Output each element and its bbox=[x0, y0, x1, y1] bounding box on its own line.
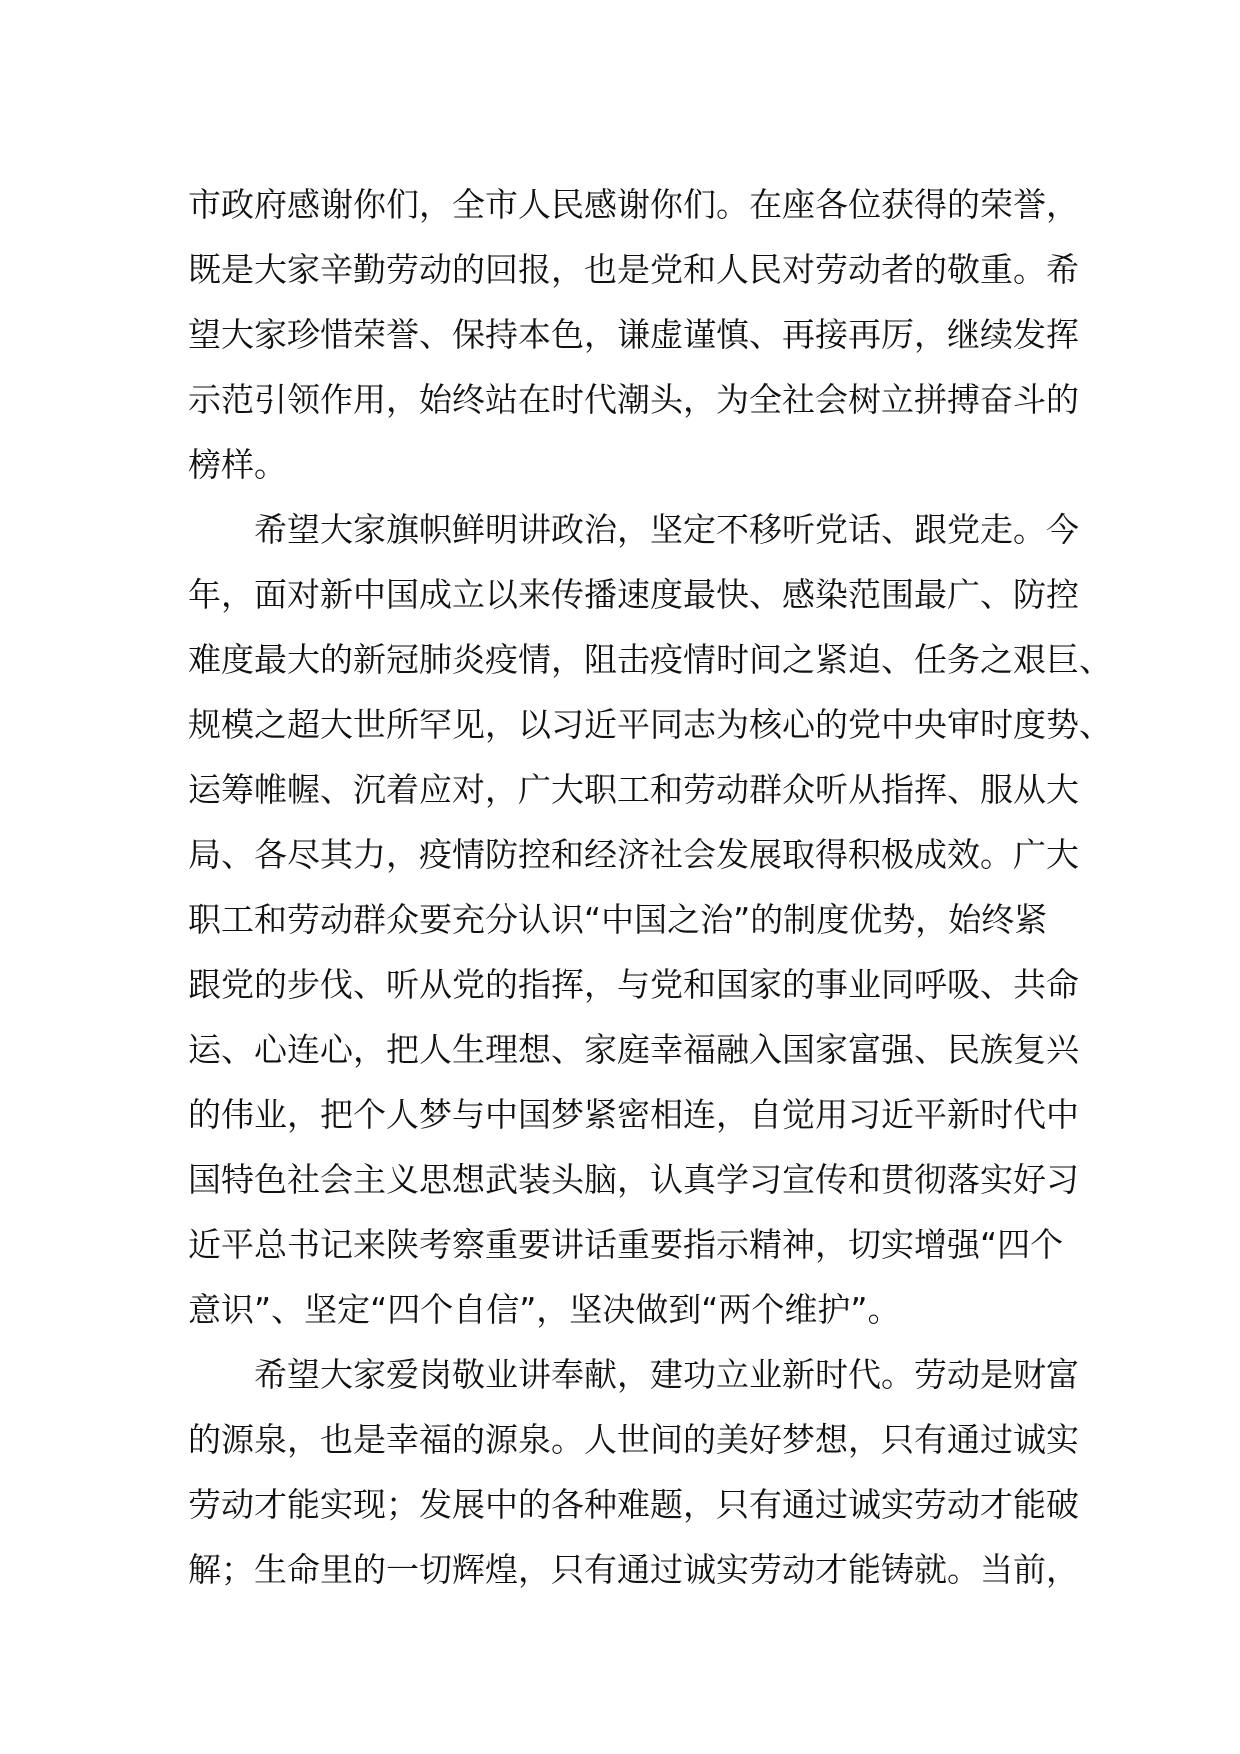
text-line: 运、心连心，把人生理想、家庭幸福融入国家富强、民族复兴 bbox=[188, 1030, 1079, 1069]
text-line: 的伟业，把个人梦与中国梦紧密相连，自觉用习近平新时代中 bbox=[188, 1095, 1079, 1134]
text-line: 的源泉，也是幸福的源泉。人世间的美好梦想，只有通过诚实 bbox=[188, 1420, 1079, 1459]
text-line: 跟党的步伐、听从党的指挥，与党和国家的事业同呼吸、共命 bbox=[188, 965, 1079, 1004]
paragraph bbox=[188, 1342, 1088, 1602]
body-text bbox=[188, 172, 1112, 1602]
text-line: 年，面对新中国成立以来传播速度最快、感染范围最广、防控 bbox=[188, 575, 1079, 614]
paragraph bbox=[188, 497, 1112, 1342]
text-line: 解；生命里的一切辉煌，只有通过诚实劳动才能铸就。当前， bbox=[188, 1550, 1079, 1589]
text-line: 榜样。 bbox=[188, 445, 287, 484]
text-line: 劳动才能实现；发展中的各种难题，只有通过诚实劳动才能破 bbox=[188, 1485, 1079, 1524]
text-line: 希望大家旗帜鲜明讲政治，坚定不移听党话、跟党走。今 bbox=[254, 510, 1079, 549]
text-line: 示范引领作用，始终站在时代潮头，为全社会树立拼搏奋斗的 bbox=[188, 380, 1079, 419]
text-line: 局、各尽其力，疫情防控和经济社会发展取得积极成效。广大 bbox=[188, 835, 1079, 874]
text-line: 既是大家辛勤劳动的回报，也是党和人民对劳动者的敬重。希 bbox=[188, 250, 1079, 289]
text-line: 市政府感谢你们，全市人民感谢你们。在座各位获得的荣誉， bbox=[188, 185, 1079, 224]
text-line: 规模之超大世所罕见，以习近平同志为核心的党中央审时度势、 bbox=[188, 705, 1112, 744]
paragraph bbox=[188, 172, 1088, 497]
text-line: 职工和劳动群众要充分认识“中国之治”的制度优势，始终紧 bbox=[188, 900, 1048, 939]
text-line: 国特色社会主义思想武装头脑，认真学习宣传和贯彻落实好习 bbox=[188, 1160, 1079, 1199]
text-line: 意识”、坚定“四个自信”，坚决做到“两个维护”。 bbox=[188, 1290, 901, 1329]
text-line: 难度最大的新冠肺炎疫情，阻击疫情时间之紧迫、任务之艰巨、 bbox=[188, 640, 1112, 679]
text-line: 希望大家爱岗敬业讲奉献，建功立业新时代。劳动是财富 bbox=[254, 1355, 1079, 1394]
text-line: 近平总书记来陕考察重要讲话重要指示精神，切实增强“四个 bbox=[188, 1225, 1064, 1264]
text-line: 运筹帷幄、沉着应对，广大职工和劳动群众听从指挥、服从大 bbox=[188, 770, 1079, 809]
text-line: 望大家珍惜荣誉、保持本色，谦虚谨慎、再接再厉，继续发挥 bbox=[188, 315, 1079, 354]
